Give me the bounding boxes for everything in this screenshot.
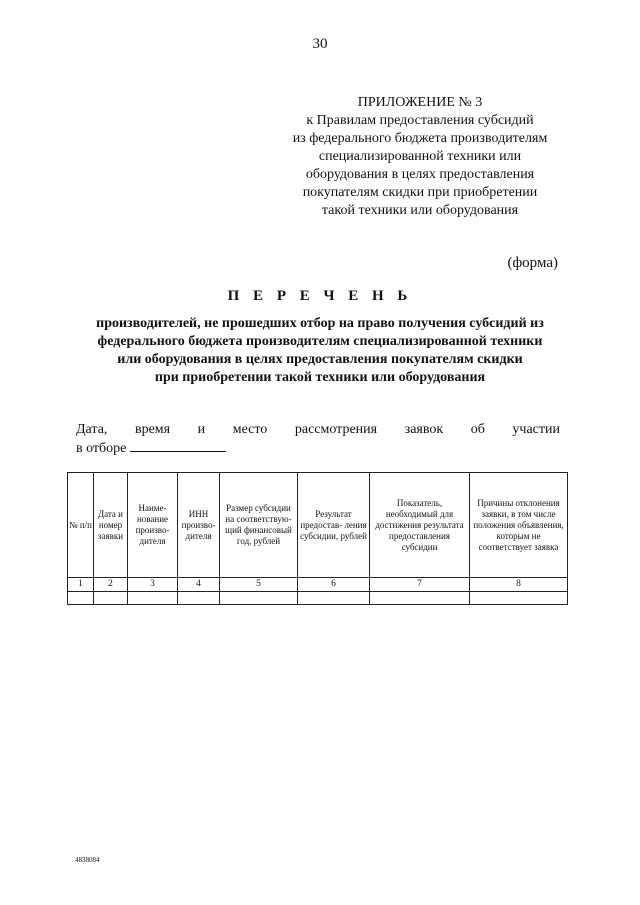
header-cell-rejection-reasons: Причины отклонения заявки, в том числе положения объявления, которым не соответствует заявка xyxy=(470,473,568,578)
column-number: 7 xyxy=(370,578,470,592)
appendix-line: к Правилам предоставления субсидий xyxy=(306,113,534,128)
subtitle-line: при приобретении такой техники или оборудования xyxy=(154,370,486,385)
appendix-line: покупателям скидки при приобретении xyxy=(302,185,538,200)
appendix-line: из федерального бюджета производителям xyxy=(292,131,548,146)
column-number: 6 xyxy=(298,578,370,592)
empty-cell xyxy=(220,592,298,605)
document-title: П Е Р Е Ч Е Н Ь xyxy=(227,288,413,304)
subtitle-line: федерального бюджета производителям специализированной техники xyxy=(97,334,543,349)
empty-cell xyxy=(94,592,128,605)
column-number: 8 xyxy=(470,578,568,592)
subtitle-line: производителей, не прошедших отбор на право получения субсидий из xyxy=(96,316,544,331)
footer-code: 4838084 xyxy=(75,856,100,864)
header-cell-number: № п/п xyxy=(68,473,94,578)
column-number: 5 xyxy=(220,578,298,592)
header-cell-result: Результат предостав- ления субсидии, рублей xyxy=(298,473,370,578)
registry-table xyxy=(67,472,568,605)
empty-cell xyxy=(470,592,568,605)
form-mark: (форма) xyxy=(507,255,558,271)
header-cell-inn: ИНН произво- дителя xyxy=(178,473,220,578)
date-line-second xyxy=(76,439,560,458)
header-cell-indicator: Показатель, необходимый для достижения результата предоставления субсидии xyxy=(370,473,470,578)
date-word: рассмотрения xyxy=(294,422,378,437)
appendix-line: оборудования в целях предоставления xyxy=(305,167,535,182)
page-number: 30 xyxy=(312,36,328,52)
date-word: участии xyxy=(512,422,560,437)
column-number: 2 xyxy=(94,578,128,592)
date-word: об xyxy=(470,422,485,437)
table-column-numbers-row xyxy=(68,578,568,592)
date-blank-field xyxy=(130,439,226,452)
column-number: 4 xyxy=(178,578,220,592)
document-subtitle xyxy=(60,315,580,387)
date-word: заявок xyxy=(404,422,444,437)
date-word: и xyxy=(197,422,206,437)
empty-cell xyxy=(68,592,94,605)
appendix-block xyxy=(270,94,570,220)
column-number: 3 xyxy=(128,578,178,592)
table-header-row xyxy=(68,473,568,578)
column-number: 1 xyxy=(68,578,94,592)
header-cell-date: Дата и номер заявки xyxy=(94,473,128,578)
empty-cell xyxy=(298,592,370,605)
date-line-tail: в отборе xyxy=(76,441,127,456)
appendix-title: ПРИЛОЖЕНИЕ № 3 xyxy=(357,95,483,110)
appendix-line: специализированной техники или xyxy=(318,149,522,164)
empty-cell xyxy=(370,592,470,605)
appendix-line: такой техники или оборудования xyxy=(321,203,519,218)
date-word: место xyxy=(232,422,268,437)
date-word: время xyxy=(134,422,171,437)
date-line xyxy=(76,421,560,458)
empty-cell xyxy=(128,592,178,605)
header-cell-producer-name: Наиме- нование произво- дителя xyxy=(128,473,178,578)
subtitle-line: или оборудования в целях предоставления покупателям скидки xyxy=(117,352,523,367)
table-empty-row xyxy=(68,592,568,605)
header-cell-subsidy-size: Размер субсидии на соответствую- щий финансовый год, рублей xyxy=(220,473,298,578)
date-word: Дата, xyxy=(76,422,108,437)
empty-cell xyxy=(178,592,220,605)
